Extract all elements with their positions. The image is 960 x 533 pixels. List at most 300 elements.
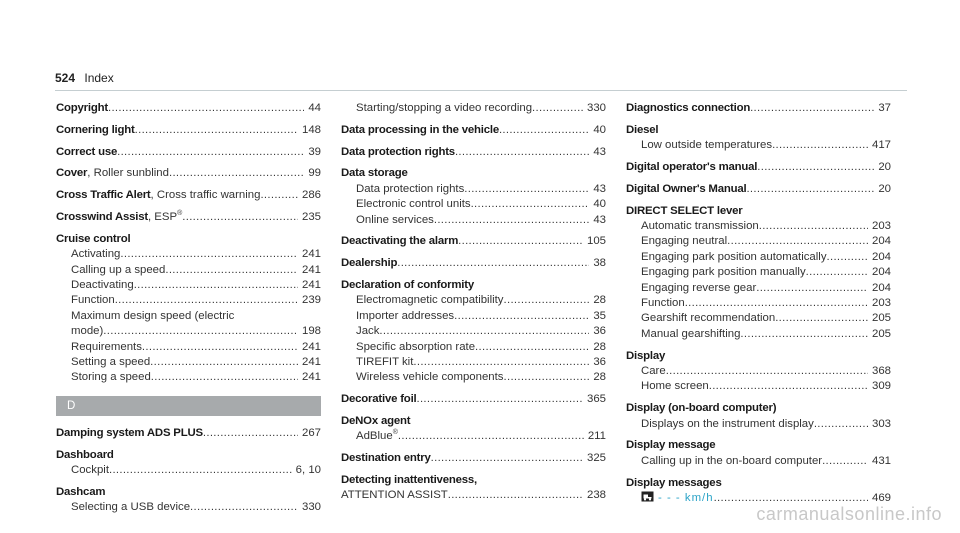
index-subentry-row — [56, 309, 321, 324]
index-subentry-row — [341, 429, 606, 444]
index-heading-text: Diagnostics connection — [626, 102, 751, 114]
page-reference: 204 — [871, 250, 891, 263]
dot-leader — [475, 340, 589, 355]
dot-leader — [165, 263, 298, 278]
dot-leader — [814, 417, 868, 432]
index-heading-suffix: , Cross traffic warning — [150, 189, 261, 202]
index-subentry-row — [341, 309, 606, 324]
index-subentry-text: Low outside temperatures — [641, 139, 773, 152]
index-heading-row — [56, 426, 321, 441]
index-subentry-text: Requirements — [71, 340, 142, 353]
dot-leader — [454, 309, 589, 324]
dot-leader — [109, 463, 292, 478]
dot-leader — [757, 160, 874, 175]
index-heading-text: Display (on-board computer) — [626, 402, 777, 415]
index-subentry — [356, 213, 434, 228]
speed-placeholder-text: - - - km/h — [658, 492, 714, 505]
index-entry — [341, 234, 606, 249]
index-heading-row — [56, 210, 321, 225]
dot-leader — [740, 327, 868, 342]
index-entry — [626, 204, 891, 343]
dot-leader — [260, 188, 298, 203]
index-heading — [626, 160, 757, 175]
index-subentry — [356, 197, 471, 212]
index-heading — [341, 473, 477, 488]
index-subentry-text: Engaging park position manually — [641, 266, 806, 279]
index-heading — [341, 451, 431, 466]
index-entry — [56, 485, 321, 516]
index-subentry — [71, 278, 134, 293]
index-heading-text: Dashboard — [56, 448, 114, 461]
index-subentry-row — [626, 327, 891, 342]
index-subentry-row — [341, 324, 606, 339]
index-subentry-text: Electromagnetic compatibility — [356, 294, 504, 307]
dot-leader — [103, 324, 298, 339]
index-entry — [56, 101, 321, 116]
index-entry — [341, 392, 606, 407]
index-entry — [56, 166, 321, 181]
index-heading-row — [56, 448, 321, 463]
index-subentry — [71, 293, 115, 308]
index-subentry — [641, 296, 685, 311]
index-heading-text: Display message — [626, 439, 716, 452]
index-subentry-text: Starting/stopping a video recording — [356, 102, 533, 114]
dot-leader — [190, 500, 298, 515]
index-heading — [56, 232, 130, 247]
index-column-3 — [626, 101, 891, 506]
page-reference: 241 — [301, 248, 321, 261]
index-heading-row — [56, 485, 321, 500]
page-reference: 36 — [593, 325, 606, 338]
index-subentry-text: Online services — [356, 213, 434, 226]
index-heading — [341, 234, 458, 249]
index-heading-row — [341, 414, 606, 429]
page-reference: 40 — [593, 198, 606, 211]
page-reference: 43 — [593, 182, 606, 195]
index-heading — [341, 414, 410, 429]
index-heading-text: Destination entry — [341, 452, 431, 465]
page-reference: 239 — [301, 294, 321, 307]
page-reference: 235 — [301, 210, 321, 223]
page-reference: 365 — [586, 393, 606, 406]
page-reference: 241 — [301, 356, 321, 369]
page-number: 524 — [55, 71, 76, 85]
dot-leader — [709, 379, 868, 394]
index-subentry-row — [56, 278, 321, 293]
index-subentry-row — [626, 296, 891, 311]
index-heading-text: Display messages — [626, 476, 722, 489]
index-entry — [626, 182, 891, 197]
index-heading-row — [626, 182, 891, 197]
index-heading — [341, 256, 397, 271]
index-heading — [626, 182, 746, 197]
index-heading-text: Digital Owner's Manual — [626, 182, 747, 195]
page-reference: 198 — [301, 325, 321, 338]
index-subentry-text: Calling up in the on-board computer — [641, 454, 823, 467]
page-reference: 241 — [301, 340, 321, 353]
index-subentry-row — [626, 219, 891, 234]
index-entry — [56, 426, 321, 441]
index-heading — [56, 123, 135, 138]
dot-leader — [759, 219, 868, 234]
dot-leader — [772, 138, 868, 153]
index-entry — [626, 401, 891, 432]
index-subentry-text: mode) — [71, 325, 104, 338]
index-subentry-text: Displays on the instrument display — [641, 417, 814, 430]
dot-leader — [727, 234, 868, 249]
index-subentry-row — [56, 247, 321, 262]
index-subentry-text: Manual gearshifting — [641, 327, 741, 340]
index-subentry-text: Cockpit — [71, 464, 109, 477]
index-subentry-text: Engaging reverse gear — [641, 281, 757, 294]
index-entry — [341, 473, 606, 504]
index-subentry-text: Engaging park position automatically — [641, 250, 827, 263]
index-subentry-row — [341, 197, 606, 212]
index-entry — [56, 188, 321, 203]
index-heading — [56, 210, 182, 225]
index-subentry-row — [341, 355, 606, 370]
registered-mark: ® — [177, 210, 183, 218]
index-subentry — [641, 138, 772, 153]
index-heading — [626, 101, 750, 116]
index-heading-row — [341, 451, 606, 466]
index-subentry — [71, 370, 151, 385]
index-heading-row — [341, 166, 606, 181]
page-reference: 204 — [871, 235, 891, 248]
dot-leader — [756, 281, 868, 296]
index-subentry — [641, 234, 727, 249]
page-reference: 211 — [587, 430, 606, 443]
index-subentry — [356, 101, 532, 116]
index-subentry-text: Activating — [71, 248, 121, 261]
index-heading — [626, 476, 722, 491]
page-reference: 148 — [301, 123, 321, 136]
index-subentry — [356, 429, 398, 444]
index-heading-row — [626, 438, 891, 453]
index-column-2 — [341, 101, 606, 504]
index-column-1 — [56, 101, 321, 516]
dot-leader — [151, 370, 298, 385]
dot-leader — [203, 426, 298, 441]
index-heading-text: Dashcam — [56, 485, 106, 498]
page-reference: 330 — [301, 501, 321, 514]
index-heading — [56, 485, 105, 500]
index-subentry — [641, 327, 740, 342]
index-heading-text: Dealership — [341, 257, 398, 270]
dot-leader — [120, 247, 298, 262]
index-subentry-row — [626, 281, 891, 296]
index-subentry-text: Gearshift recommendation — [641, 312, 776, 325]
index-heading-text: Data storage — [341, 167, 408, 180]
index-heading-row — [341, 278, 606, 293]
index-entry — [341, 414, 606, 445]
page-reference: 203 — [871, 297, 891, 310]
dot-leader — [448, 488, 583, 503]
index-subentry-row — [56, 370, 321, 385]
page-reference: 37 — [878, 102, 891, 114]
page-reference: 241 — [301, 279, 321, 291]
page-reference: 35 — [593, 309, 606, 322]
dot-leader — [750, 101, 874, 116]
index-entry — [341, 256, 606, 271]
index-heading — [56, 145, 117, 160]
index-entry — [626, 160, 891, 175]
page-reference: 38 — [593, 257, 606, 270]
page-reference: 204 — [871, 266, 891, 279]
section-title: Index — [84, 71, 114, 85]
dot-leader — [182, 210, 298, 225]
index-heading-text: Copyright — [56, 102, 108, 114]
page-reference: 325 — [586, 452, 606, 465]
index-heading-text: Cover — [56, 167, 88, 180]
index-heading-row — [626, 101, 891, 116]
index-heading — [56, 101, 108, 116]
index-heading-text: DeNOx agent — [341, 415, 411, 428]
index-heading-row — [56, 145, 321, 160]
index-subentry-text: Selecting a USB device — [71, 501, 191, 514]
index-subentry — [641, 364, 666, 379]
index-heading-row — [341, 145, 606, 160]
dot-leader — [822, 454, 868, 469]
index-subentry-text: Setting a speed — [71, 356, 151, 369]
dot-leader — [685, 296, 868, 311]
index-subentry-row — [341, 370, 606, 385]
page-reference: 368 — [871, 365, 891, 378]
index-subentry-text: Function — [641, 297, 685, 310]
index-heading-row — [341, 234, 606, 249]
index-subentry-row — [56, 463, 321, 478]
index-heading — [341, 123, 499, 138]
index-subentry — [71, 247, 120, 262]
index-subentry-text: Calling up a speed — [71, 263, 166, 276]
dot-leader — [532, 101, 583, 116]
index-subentry — [356, 182, 464, 197]
index-heading-text: Correct use — [56, 145, 118, 158]
page-reference: 28 — [593, 340, 606, 353]
index-heading — [56, 448, 114, 463]
index-subentry — [341, 488, 448, 503]
index-heading — [56, 166, 169, 181]
index-subentry — [641, 417, 814, 432]
page-reference: 238 — [586, 489, 606, 502]
index-subentry-row — [56, 263, 321, 278]
page-reference: 204 — [871, 281, 891, 294]
dot-leader — [504, 370, 590, 385]
index-subentry — [641, 379, 709, 394]
dot-leader — [417, 392, 583, 407]
dot-leader — [775, 311, 868, 326]
page-reference: 43 — [593, 145, 606, 158]
index-heading — [626, 401, 776, 416]
dot-leader — [746, 182, 874, 197]
index-subentry — [356, 370, 504, 385]
index-subentry-text: ATTENTION ASSIST — [341, 489, 448, 502]
index-entry — [626, 476, 891, 507]
index-subentry-row — [626, 379, 891, 394]
page-reference: 43 — [593, 213, 606, 226]
index-subentry — [71, 324, 103, 339]
dot-leader — [169, 166, 304, 181]
index-subentry-row — [56, 293, 321, 308]
index-heading-text: Diesel — [626, 123, 659, 136]
dot-leader — [397, 256, 589, 271]
dot-leader — [379, 324, 589, 339]
index-heading-text: Cruise control — [56, 232, 131, 245]
page-reference: 431 — [871, 454, 891, 467]
index-subentry — [641, 250, 827, 265]
index-subentry-row — [56, 355, 321, 370]
page-reference: 267 — [301, 426, 321, 439]
page-reference: 330 — [586, 102, 606, 114]
dot-leader — [135, 123, 298, 138]
page-reference: 36 — [593, 356, 606, 369]
index-heading-text: Cross Traffic Alert — [56, 189, 151, 202]
index-heading — [341, 166, 408, 181]
page-reference: 203 — [871, 220, 891, 232]
index-heading-text: Decorative foil — [341, 393, 417, 406]
dot-leader — [150, 355, 298, 370]
index-entry — [626, 101, 891, 116]
index-subentry — [71, 309, 234, 324]
page-reference: 469 — [871, 492, 891, 505]
page-reference: 205 — [871, 312, 891, 325]
index-subentry-row — [626, 250, 891, 265]
index-subentry — [71, 463, 109, 478]
index-subentry-row — [626, 234, 891, 249]
index-subentry — [356, 293, 504, 308]
page-reference: 28 — [593, 294, 606, 307]
index-heading — [626, 438, 715, 453]
index-heading-row — [56, 166, 321, 181]
index-heading-row — [341, 473, 606, 488]
index-subentry-text: Deactivating — [71, 279, 134, 291]
index-entry — [341, 123, 606, 138]
dot-leader — [499, 123, 589, 138]
page-reference: 40 — [593, 123, 606, 136]
index-heading-text: Cornering light — [56, 123, 135, 136]
index-entry — [626, 438, 891, 469]
index-subentry — [641, 454, 822, 469]
page-header — [55, 71, 114, 85]
page-reference: 241 — [301, 371, 321, 384]
page-reference: 241 — [301, 263, 321, 276]
dot-leader — [666, 364, 868, 379]
index-subentry-text: Home screen — [641, 380, 709, 393]
index-heading-row — [56, 232, 321, 247]
index-subentry-row — [626, 364, 891, 379]
index-subentry-text: Data protection rights — [356, 182, 465, 195]
dot-leader — [142, 340, 298, 355]
index-heading-text: DIRECT SELECT lever — [626, 204, 743, 217]
index-entry — [56, 210, 321, 225]
index-subentry-row — [626, 454, 891, 469]
index-heading-text: Damping system ADS PLUS — [56, 426, 203, 439]
dot-leader — [464, 182, 589, 197]
index-subentry-text: TIREFIT kit — [356, 356, 414, 369]
index-heading — [341, 392, 417, 407]
index-subentry-text: Storing a speed — [71, 371, 151, 384]
index-subentry — [356, 324, 379, 339]
index-subentry-text: Function — [71, 294, 115, 307]
dot-leader — [806, 265, 868, 280]
index-subentry-row — [341, 101, 606, 116]
index-subentry — [641, 491, 714, 506]
index-subentry-row — [56, 324, 321, 339]
index-heading-row — [626, 204, 891, 219]
watermark: carmanualsonline.info — [756, 504, 942, 524]
index-heading-row — [626, 476, 891, 491]
index-entry — [341, 101, 606, 116]
dot-leader — [504, 293, 590, 308]
index-subentry-text: Engaging neutral — [641, 235, 728, 248]
dot-leader — [458, 234, 583, 249]
index-subentry — [71, 500, 190, 515]
page-reference: 205 — [871, 327, 891, 340]
index-subentry-text: Care — [641, 365, 666, 378]
index-subentry — [356, 340, 475, 355]
page-reference: 99 — [308, 167, 321, 180]
index-entry — [626, 349, 891, 395]
header-divider — [55, 90, 907, 91]
index-subentry — [641, 281, 756, 296]
page-reference: 39 — [308, 145, 321, 158]
index-heading-row — [56, 101, 321, 116]
index-heading-row — [341, 392, 606, 407]
registered-mark: ® — [392, 429, 398, 437]
index-entry — [56, 232, 321, 386]
page-reference: 303 — [871, 417, 891, 430]
index-subentry-row — [626, 265, 891, 280]
page-reference: 286 — [301, 189, 321, 202]
index-heading — [56, 426, 203, 441]
dot-leader — [455, 145, 589, 160]
index-entry — [56, 145, 321, 160]
index-heading — [341, 278, 474, 293]
index-subentry — [641, 265, 806, 280]
index-heading-text: Data processing in the vehicle — [341, 123, 499, 136]
index-heading-text: Display — [626, 349, 666, 362]
index-subentry-text: Jack — [356, 325, 380, 338]
index-heading-row — [341, 123, 606, 138]
page-reference: 417 — [871, 139, 891, 152]
index-subentry-text: AdBlue — [356, 430, 393, 443]
dot-leader — [471, 197, 590, 212]
index-heading-text: Detecting inattentiveness, — [341, 474, 477, 487]
index-subentry — [641, 219, 759, 234]
index-heading-row — [626, 349, 891, 364]
index-subentry-row — [56, 340, 321, 355]
index-subentry-row — [626, 138, 891, 153]
page-reference: 44 — [308, 102, 321, 114]
index-heading — [341, 145, 455, 160]
dot-leader — [827, 250, 868, 265]
index-subentry-row — [56, 500, 321, 515]
index-subentry — [356, 309, 454, 324]
index-subentry-row — [626, 417, 891, 432]
index-heading-row — [626, 123, 891, 138]
index-heading-suffix: , Roller sunblind — [87, 167, 169, 180]
index-entry — [341, 145, 606, 160]
index-subentry-row — [341, 182, 606, 197]
page-reference: 6, 10 — [295, 464, 321, 477]
index-heading-suffix: , ESP — [147, 210, 178, 223]
index-subentry — [356, 355, 413, 370]
index-heading — [56, 188, 260, 203]
index-subentry — [641, 311, 775, 326]
index-subentry — [71, 340, 142, 355]
index-heading-row — [341, 256, 606, 271]
index-heading-text: Crosswind Assist — [56, 210, 148, 223]
